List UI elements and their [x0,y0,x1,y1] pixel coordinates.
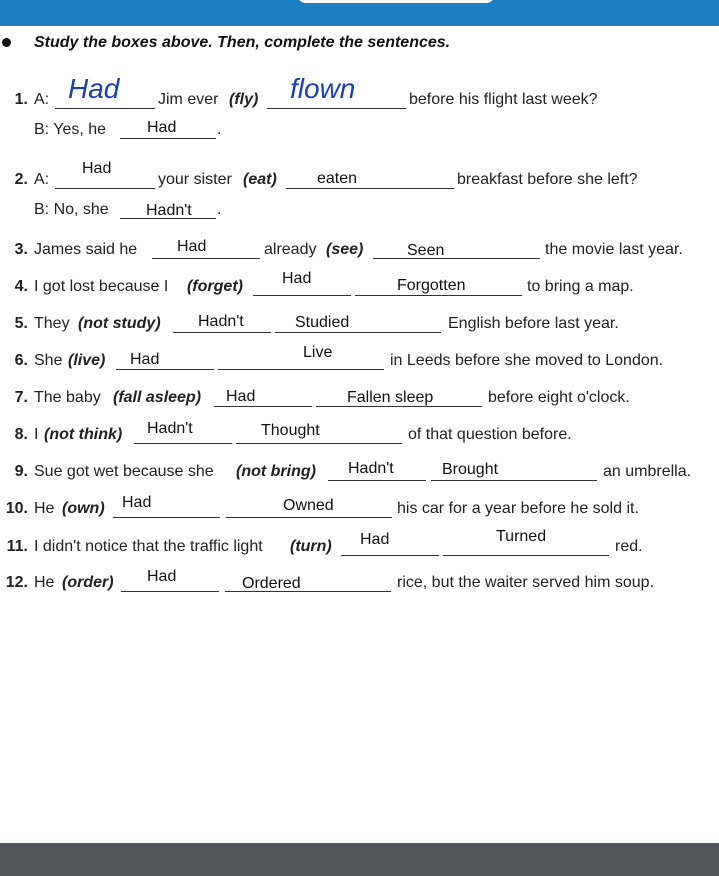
text: Jim ever [158,91,219,108]
written-answer: Had [147,119,177,136]
item-number: 3. [14,241,28,258]
answer-blank[interactable] [121,591,219,592]
item-number: 4. [14,278,28,295]
written-answer: Fallen sleep [347,389,434,406]
written-answer: eaten [317,170,358,187]
text: of that question before. [408,426,572,443]
text: A: [34,91,50,108]
top-bar [0,0,719,26]
exercise-item-1 [0,73,719,115]
text: They [34,315,70,332]
instruction-text: Study the boxes above. Then, complete the sentences. [34,34,451,51]
written-answer: Forgotten [397,277,466,294]
written-answer: Studied [295,314,350,331]
exercise-item-3 [0,235,719,265]
written-answer: Hadn't [198,313,244,330]
verb-cue: (forget) [187,278,243,295]
item-number: 12. [5,574,28,591]
answer-blank[interactable] [134,443,232,444]
answer-blank[interactable] [267,108,406,109]
text: . [217,121,222,138]
exercise-item-8 [0,420,719,450]
text: rice, but the waiter served him soup. [397,574,655,591]
written-answer: Live [303,344,333,361]
top-bar-handle [297,0,495,3]
answer-blank[interactable] [113,517,220,518]
exercise-item-10 [0,494,719,524]
written-answer: Had [282,270,312,287]
item-number: 9. [14,463,28,480]
written-answer: Had [360,531,390,548]
text: I didn't notice that the traffic light [34,538,263,555]
text: already [264,241,317,258]
written-answer: Had [226,388,256,405]
text: She [34,352,63,369]
exercise-item-9 [0,457,719,487]
instruction-line [0,33,719,55]
text: in Leeds before she moved to London. [390,352,664,369]
text: his car for a year before he sold it. [397,500,639,517]
answer-blank[interactable] [218,369,384,370]
bottom-bar [0,843,719,876]
answer-blank[interactable] [214,406,312,407]
written-answer: Ordered [242,575,301,592]
text: B: Yes, he [34,121,107,138]
text: He [34,574,55,591]
exercise-item-4 [0,272,719,302]
item-number: 7. [14,389,28,406]
verb-cue: (not think) [44,426,123,443]
text: A: [34,171,50,188]
answer-blank[interactable] [253,295,351,296]
verb-cue: (order) [62,574,114,591]
text: to bring a map. [527,278,634,295]
handwritten-answer: Had [68,73,120,104]
written-answer: Had [122,494,152,511]
text: before eight o'clock. [488,389,630,406]
exercise-item-11 [0,528,719,562]
written-answer: Brought [442,461,499,478]
text: an umbrella. [603,463,692,480]
item-number: 11. [6,538,28,555]
text: I got lost because I [34,278,169,295]
text: James said he [34,241,138,258]
answer-blank[interactable] [226,517,392,518]
text: He [34,500,55,517]
verb-cue: (own) [62,500,105,517]
text: before his flight last week? [409,91,598,108]
verb-cue: (fly) [229,91,259,108]
verb-cue: (not bring) [236,463,316,480]
item-number: 6. [14,352,28,369]
written-answer: Had [177,238,207,255]
written-answer: Thought [261,422,320,439]
answer-blank[interactable] [431,480,597,481]
text: I [34,426,39,443]
verb-cue: (live) [68,352,106,369]
bullet-icon [2,38,11,47]
answer-blank[interactable] [443,555,609,556]
answer-blank[interactable] [286,188,454,189]
written-answer: Had [82,160,112,177]
text: breakfast before she left? [457,171,638,188]
answer-blank[interactable] [373,258,540,259]
verb-cue: (turn) [290,538,332,555]
exercise-item-2b [0,195,719,225]
exercise-item-5 [0,309,719,339]
written-answer: Seen [407,242,445,259]
text: The baby [34,389,101,406]
exercise-item-12 [0,568,719,598]
written-answer: Hadn't [348,460,394,477]
item-number: 1. [14,91,28,108]
answer-blank[interactable] [328,480,426,481]
verb-cue: (eat) [243,171,277,188]
answer-blank[interactable] [341,555,439,556]
answer-blank[interactable] [120,138,216,139]
item-number: 2. [14,171,28,188]
verb-cue: (fall asleep) [113,389,202,406]
written-answer: Owned [283,497,334,514]
exercise-item-1b [0,115,719,145]
text: your sister [158,171,232,188]
answer-blank[interactable] [173,332,271,333]
written-answer: Hadn't [146,202,192,219]
handwritten-answer: flown [290,73,356,104]
answer-blank[interactable] [152,258,260,259]
text: Sue got wet because she [34,463,214,480]
verb-cue: (not study) [78,315,161,332]
written-answer: Turned [496,528,547,545]
written-answer: Had [130,351,160,368]
text: red. [615,538,643,555]
item-number: 5. [14,315,28,332]
answer-blank[interactable] [236,443,402,444]
text: the movie last year. [545,241,683,258]
written-answer: Hadn't [147,420,193,437]
answer-blank[interactable] [55,108,155,109]
text: B: No, she [34,201,109,218]
exercise-item-6 [0,346,719,376]
answer-blank[interactable] [275,332,441,333]
verb-cue: (see) [326,241,364,258]
answer-blank[interactable] [116,369,214,370]
text: English before last year. [448,315,619,332]
exercise-item-7 [0,383,719,413]
item-number: 10. [5,500,28,517]
exercise-item-2 [0,160,719,195]
written-answer: Had [147,568,177,585]
item-number: 8. [14,426,28,443]
text: . [217,201,222,218]
answer-blank[interactable] [55,188,155,189]
answer-blank[interactable] [355,295,522,296]
